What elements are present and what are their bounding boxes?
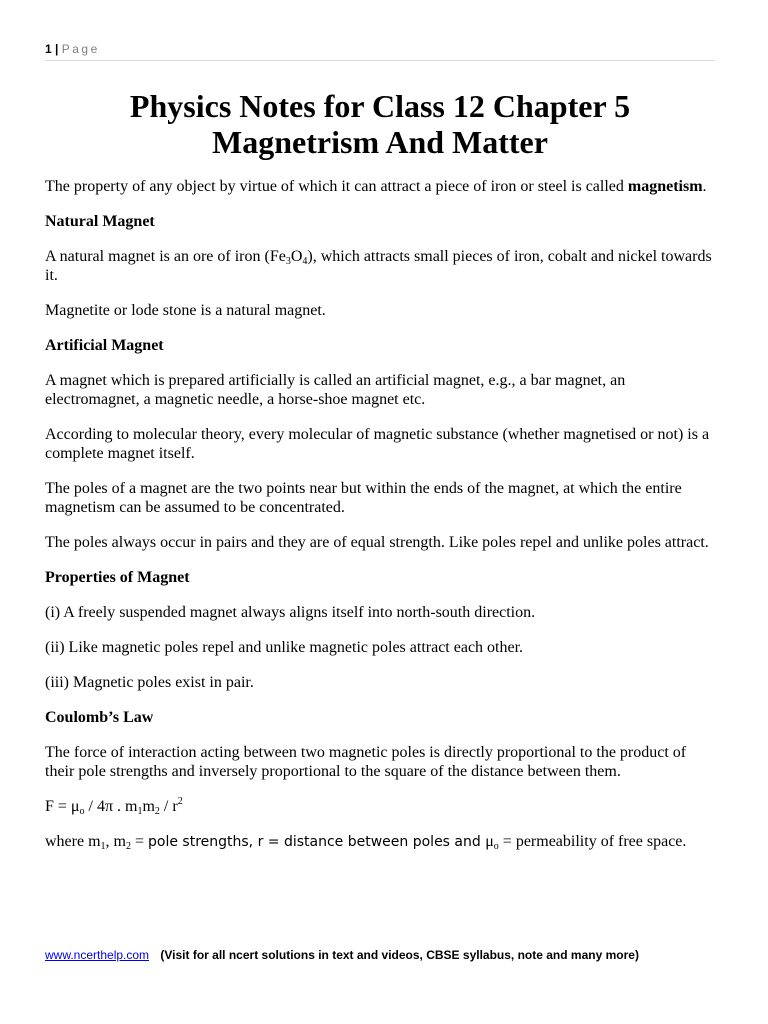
property-item: (iii) Magnetic poles exist in pair. bbox=[45, 674, 254, 691]
intro-period: . bbox=[702, 178, 707, 195]
intro-text: The property of any object by virtue of which it can attract a piece of iron or steel is called bbox=[45, 178, 628, 195]
where-sub: 2 bbox=[125, 841, 131, 852]
document-title bbox=[45, 88, 715, 160]
where-part: where m bbox=[45, 833, 101, 850]
coulombs-law-paragraph: The force of interaction acting between two magnetic poles is directly proportional to the product of their pole strengths and inversely proportional to the square of the distance between them. bbox=[45, 744, 687, 780]
page-footer bbox=[45, 948, 725, 962]
properties-heading: Properties of Magnet bbox=[45, 569, 190, 586]
magnetism-term: magnetism bbox=[627, 178, 703, 195]
formula-sup: 2 bbox=[177, 796, 183, 807]
ncerthelp-link[interactable]: www.ncerthelp.com bbox=[45, 948, 150, 962]
where-part: permeability of free space. bbox=[515, 833, 687, 850]
natural-magnet-paragraph bbox=[45, 247, 717, 285]
where-sub: o bbox=[493, 841, 499, 852]
magnetite-paragraph: Magnetite or lode stone is a natural magnet. bbox=[45, 302, 326, 319]
poles-pairs-paragraph: The poles always occur in pairs and they are of equal strength. Like poles repel and unlike poles attract. bbox=[45, 534, 709, 551]
title-line-1: Physics Notes for Class 12 Chapter 5 bbox=[129, 88, 631, 124]
coulombs-law-heading: Coulomb’s Law bbox=[45, 709, 154, 726]
where-part: μ bbox=[485, 833, 494, 850]
nm-sub-4: 4 bbox=[302, 256, 308, 267]
nm-text-o: O bbox=[290, 248, 303, 265]
intro-paragraph bbox=[45, 177, 717, 196]
formula-where-line bbox=[45, 832, 717, 852]
formula-part: / 4π . m bbox=[84, 798, 138, 815]
nm-text-b: ), which attracts small pieces of iron, cobalt and nickel towards it. bbox=[45, 248, 712, 284]
nm-sub-3: 3 bbox=[285, 256, 291, 267]
where-part: = bbox=[498, 833, 516, 850]
page-separator: | bbox=[55, 42, 59, 56]
where-part: pole strengths, r = distance between poles and bbox=[148, 834, 486, 850]
property-item: (ii) Like magnetic poles repel and unlike magnetic poles attract each other. bbox=[45, 639, 524, 656]
artificial-magnet-paragraph: A magnet which is prepared artificially is called an artificial magnet, e.g., a bar magnet, an electromagnet, a magnetic needle, a horse-shoe magnet etc. bbox=[45, 372, 626, 408]
formula-part: F = μ bbox=[45, 798, 80, 815]
where-part: = bbox=[130, 833, 149, 850]
formula-sub: o bbox=[79, 806, 85, 817]
formula-part: m bbox=[142, 798, 155, 815]
poles-paragraph: The poles of a magnet are the two points near but within the ends of the magnet, at which the entire magnetism can be assumed to be concentrated. bbox=[45, 480, 682, 516]
formula-sub: 1 bbox=[137, 806, 143, 817]
where-sub: 1 bbox=[100, 841, 106, 852]
page-header bbox=[45, 42, 715, 61]
document-body bbox=[45, 177, 717, 868]
footer-note: (Visit for all ncert solutions in text and videos, CBSE syllabus, note and many more) bbox=[160, 948, 639, 962]
formula-sub: 2 bbox=[154, 806, 160, 817]
property-item: (i) A freely suspended magnet always aligns itself into north-south direction. bbox=[45, 604, 536, 621]
nm-text-a: A natural magnet is an ore of iron (Fe bbox=[45, 248, 286, 265]
molecular-theory-paragraph: According to molecular theory, every molecular of magnetic substance (whether magnetised or not) is a complete magnet itself. bbox=[45, 426, 710, 462]
page-number: 1 bbox=[45, 42, 52, 56]
where-part: , m bbox=[105, 833, 126, 850]
formula bbox=[45, 797, 717, 816]
artificial-magnet-heading: Artificial Magnet bbox=[45, 337, 164, 354]
natural-magnet-heading: Natural Magnet bbox=[45, 213, 155, 230]
title-line-2: Magnetrism And Matter bbox=[212, 124, 548, 160]
page-word: Page bbox=[61, 42, 100, 56]
formula-part: / r bbox=[159, 798, 178, 815]
